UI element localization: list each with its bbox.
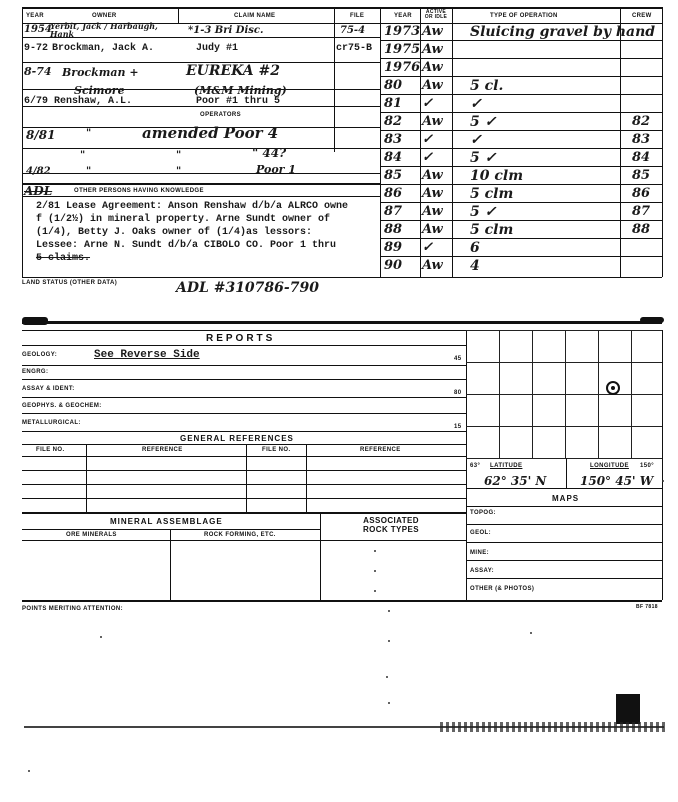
activity-year: 89 xyxy=(384,240,403,255)
engrg-label: ENGRG: xyxy=(22,369,49,375)
operator-owner: " xyxy=(86,128,92,139)
activity-crew: 83 xyxy=(632,132,651,147)
activity-year: 86 xyxy=(384,186,403,201)
points-meriting-attention-label: POINTS MERITING ATTENTION: xyxy=(22,606,124,612)
activity-status: Aw xyxy=(422,204,443,219)
owner-date: 6/79 xyxy=(24,96,49,107)
activity-year: 1975 xyxy=(384,42,421,57)
scan-smudge xyxy=(22,317,48,325)
assay-number: 80 xyxy=(454,390,462,396)
latitude-label: LATITUDE xyxy=(490,463,523,469)
activity-type: 10 clm xyxy=(470,168,524,184)
activity-crew: 87 xyxy=(632,204,651,219)
header-crew: CREW xyxy=(632,13,652,19)
activity-year: 82 xyxy=(384,114,403,129)
maps-other-label: OTHER (& PHOTOS) xyxy=(470,586,535,592)
activity-status: Aw xyxy=(422,222,443,237)
ref-header-file-2: FILE NO. xyxy=(262,447,291,453)
file-number: cr75-B xyxy=(336,43,373,54)
activity-year: 87 xyxy=(384,204,403,219)
geology-value: See Reverse Side xyxy=(94,349,200,361)
activity-status: ✓ xyxy=(422,240,433,255)
activity-year: 1976 xyxy=(384,60,421,75)
header-year: YEAR xyxy=(26,13,44,19)
metallurgical-number: 15 xyxy=(454,424,462,430)
location-marker-icon xyxy=(606,381,620,395)
header-file: FILE xyxy=(350,13,365,19)
others-prefix: ADL xyxy=(24,184,53,198)
others-label: OTHER PERSONS HAVING KNOWLEDGE xyxy=(74,188,204,194)
activity-status: Aw xyxy=(422,42,443,57)
activity-status: ✓ xyxy=(422,150,433,165)
ref-header-reference-1: REFERENCE xyxy=(142,447,183,453)
header-active-idle: ACTIVE OR IDLE xyxy=(424,9,448,20)
scan-registration-mark xyxy=(616,694,640,724)
associated-rock-types-label: ASSOCIATED ROCK TYPES xyxy=(362,516,419,534)
lease-line: (1/4), Betty J. Oaks owner of (1/4)as lessors: xyxy=(36,227,313,238)
maps-label: MAPS xyxy=(552,494,580,503)
lease-line: f (1/2½) in mineral property. Arne Sundt owner of xyxy=(36,214,331,225)
activity-year: 1973 xyxy=(384,24,421,39)
activity-type: ✓ xyxy=(470,96,482,112)
activity-type: 5 cl. xyxy=(470,78,504,94)
ore-minerals-label: ORE MINERALS xyxy=(66,532,117,538)
activity-status: Aw xyxy=(422,258,443,273)
activity-year: 80 xyxy=(384,78,403,93)
header-type-operation: TYPE OF OPERATION xyxy=(490,13,558,19)
geology-label: GEOLOGY: xyxy=(22,352,58,358)
claim-name: EUREKA #2 xyxy=(186,63,280,79)
activity-type: 4 xyxy=(470,258,480,274)
land-status-label: LAND STATUS (OTHER DATA) xyxy=(22,280,118,286)
operator-claim: " xyxy=(176,150,182,161)
operator-claim: amended Poor 4 xyxy=(142,124,279,142)
maps-topog-label: TOPOG: xyxy=(470,510,496,516)
activity-status: Aw xyxy=(422,24,443,39)
activity-type: 6 xyxy=(470,240,480,256)
activity-status: Aw xyxy=(422,78,443,93)
rock-forming-label: ROCK FORMING, ETC. xyxy=(204,532,276,538)
header-owner: OWNER xyxy=(92,13,117,19)
activity-status: Aw xyxy=(422,186,443,201)
activity-type: 5 ✓ xyxy=(470,204,497,220)
maps-geol-label: GEOL: xyxy=(470,530,491,536)
latitude-prefix: 63° xyxy=(470,463,481,469)
file-number: 75-4 xyxy=(340,25,366,36)
owner-date: 8-74 xyxy=(24,65,52,78)
activity-status: Aw xyxy=(422,114,443,129)
activity-crew: 88 xyxy=(632,222,651,237)
activity-year: 84 xyxy=(384,150,403,165)
lease-line: 5 claims. xyxy=(36,253,91,264)
geophys-label: GEOPHYS. & GEOCHEM: xyxy=(22,403,102,409)
owner-name: Scimore xyxy=(74,84,125,97)
maps-mine-label: MINE: xyxy=(470,550,489,556)
form-number: BF 7818 xyxy=(636,604,658,610)
operator-owner: " xyxy=(86,166,92,177)
metallurgical-label: METALLURGICAL: xyxy=(22,420,81,426)
activity-status: ✓ xyxy=(422,132,433,147)
activity-type: 5 ✓ xyxy=(470,114,497,130)
activity-type: ✓ xyxy=(470,132,482,148)
operator-owner: " xyxy=(80,150,86,161)
lease-line: 2/81 Lease Agreement: Anson Renshaw d/b/a ALRCO owne xyxy=(36,201,349,212)
lease-line: Lessee: Arne N. Sundt d/b/a CIBOLO CO. Poor 1 thru xyxy=(36,240,337,251)
activity-crew: 85 xyxy=(632,168,651,183)
reports-title: REPORTS xyxy=(206,333,276,344)
owner-date: 9-72 xyxy=(24,43,49,54)
activity-year: 83 xyxy=(384,132,403,147)
assay-label: ASSAY & IDENT: xyxy=(22,386,75,392)
owner-date: 1954 xyxy=(24,24,52,35)
scan-smudge xyxy=(640,317,664,323)
activity-year: 90 xyxy=(384,258,403,273)
lease-text xyxy=(36,200,382,265)
activity-status: Aw xyxy=(422,60,443,75)
activity-crew: 86 xyxy=(632,186,651,201)
operators-label: OPERATORS xyxy=(200,112,242,118)
activity-status: Aw xyxy=(422,168,443,183)
longitude-value: 150° 45' W xyxy=(580,474,654,488)
activity-type: 5 clm xyxy=(470,222,514,238)
operator-file: " 44? xyxy=(252,146,287,160)
ref-header-reference-2: REFERENCE xyxy=(360,447,401,453)
header-claim-name: CLAIM NAME xyxy=(234,13,276,19)
claim-name: Poor #1 thru 5 xyxy=(196,96,281,107)
land-status-value: ADL #310786-790 xyxy=(176,280,319,296)
claim-name: (M&M Mining) xyxy=(194,84,287,97)
longitude-suffix: 150° xyxy=(640,463,655,469)
activity-status: ✓ xyxy=(422,96,433,111)
maps-assay-label: ASSAY: xyxy=(470,568,495,574)
operator-date: 8/81 xyxy=(26,128,56,142)
activity-year: 81 xyxy=(384,96,403,111)
longitude-label: LONGITUDE xyxy=(590,463,629,469)
owner-name: Brockman, Jack A. xyxy=(52,43,155,54)
owner-name: Brockman + xyxy=(62,66,139,79)
mineral-assemblage-title: MINERAL ASSEMBLAGE xyxy=(110,517,223,526)
header-year-2: YEAR xyxy=(394,13,412,19)
general-references-title: GENERAL REFERENCES xyxy=(180,434,294,443)
activity-year: 85 xyxy=(384,168,403,183)
operator-date: 4/82 xyxy=(26,166,51,177)
geology-number: 45 xyxy=(454,356,462,362)
ref-header-file-1: FILE NO. xyxy=(36,447,65,453)
operator-file: Poor 1 xyxy=(256,163,296,176)
owner-name: Renshaw, A.L. xyxy=(54,96,133,107)
activity-type: 5 ✓ xyxy=(470,150,497,166)
claim-name: *1-3 Bri Disc. xyxy=(188,25,264,36)
activity-crew: 84 xyxy=(632,150,651,165)
activity-type: 5 clm xyxy=(470,186,514,202)
latitude-value: 62° 35' N xyxy=(484,474,547,488)
activity-year: 88 xyxy=(384,222,403,237)
operator-claim: " xyxy=(176,166,182,177)
scan-noise xyxy=(440,722,666,732)
claim-name: Judy #1 xyxy=(196,43,239,54)
activity-crew: 82 xyxy=(632,114,651,129)
activity-type: Sluicing gravel by hand xyxy=(470,24,656,40)
owner-name: Yerbit, Jack / Harbaugh, Hank xyxy=(50,21,158,39)
